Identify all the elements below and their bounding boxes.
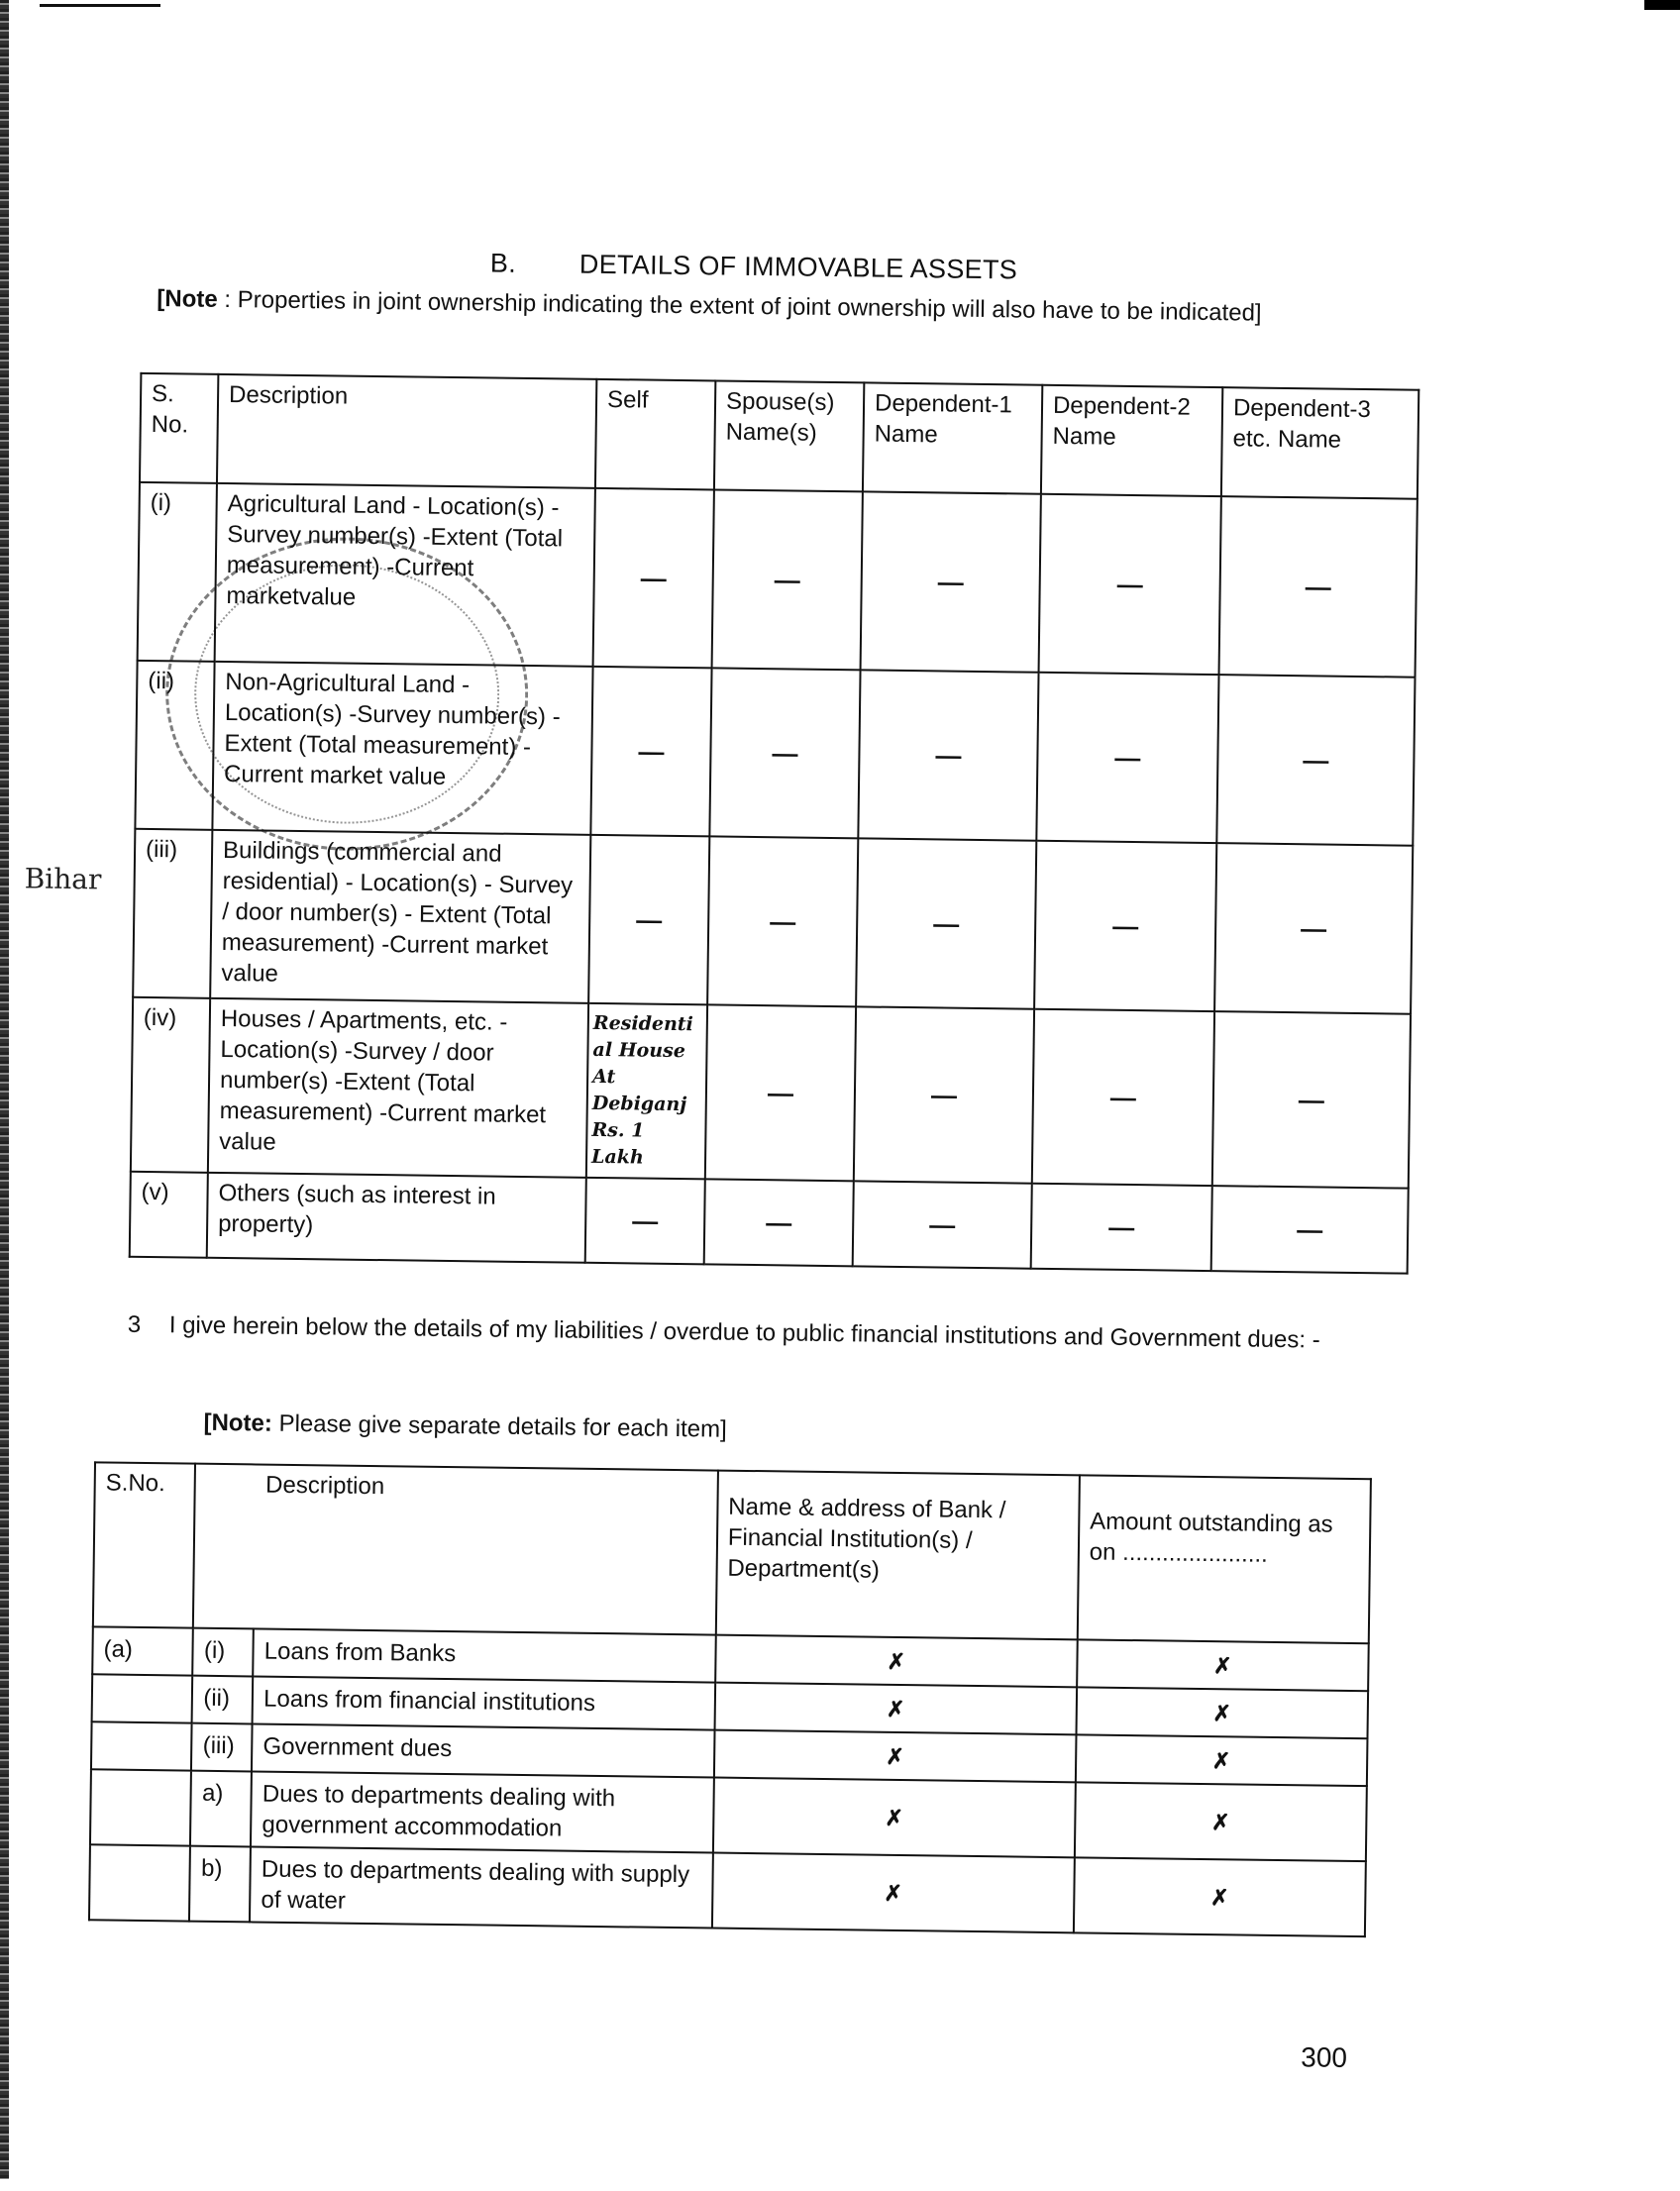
- row-description: Agricultural Land - Location(s) -Survey number(s) -Extent (Total measurement) -Current marketvalue: [215, 483, 595, 667]
- cell-amount: ✗: [1077, 1639, 1369, 1691]
- header-sno: S. No.: [140, 373, 218, 483]
- separate-details-note: [203, 1409, 727, 1444]
- group-label-empty: [92, 1674, 193, 1722]
- table-header-row: [140, 373, 1418, 499]
- header-bank: Name & address of Bank / Financial Institution(s) / Department(s): [716, 1471, 1080, 1640]
- corner-mark: [1644, 0, 1680, 10]
- cell-spouse: —: [704, 1179, 854, 1266]
- cell-amount: ✗: [1076, 1687, 1368, 1738]
- note-label: [Note: [157, 285, 218, 313]
- cell-spouse: —: [707, 836, 858, 1006]
- row-number: (ii): [192, 1676, 253, 1724]
- row-description: Houses / Apartments, etc. - Location(s) -Survey / door number(s) -Extent (Total measurement) -Current market value: [208, 998, 588, 1178]
- cell-dependent-2: —: [1032, 1009, 1214, 1186]
- cell-dependent-1: —: [861, 491, 1041, 672]
- cell-dependent-1: —: [854, 1006, 1034, 1183]
- cell-bank: ✗: [713, 1778, 1076, 1858]
- cell-dependent-3: —: [1214, 843, 1413, 1014]
- row-sno: (v): [130, 1172, 208, 1258]
- liabilities-table: [88, 1461, 1372, 1937]
- table-row: [133, 829, 1413, 1014]
- group-label: (a): [92, 1626, 193, 1675]
- row-description: Others (such as interest in property): [207, 1173, 586, 1263]
- table-row: [138, 482, 1418, 678]
- header-dependent-1: Dependent-1 Name: [863, 382, 1042, 493]
- liabilities-intro-text: I give herein below the details of my liabilities / overdue to public financial institutions and Government dues: -: [168, 1311, 1320, 1354]
- row-sno: (ii): [135, 661, 214, 830]
- header-spouse: Spouse(s) Name(s): [714, 380, 864, 491]
- cell-amount: ✗: [1075, 1782, 1367, 1861]
- table-header-row: [93, 1462, 1371, 1643]
- cell-dependent-2: —: [1034, 841, 1216, 1011]
- joint-ownership-note: [157, 281, 1415, 334]
- table-row: [135, 661, 1415, 846]
- row-description: Dues to departments dealing with government accommodation: [251, 1771, 713, 1852]
- liabilities-intro: [128, 1309, 1366, 1357]
- cell-spouse: —: [709, 668, 860, 838]
- row-description: Dues to departments dealing with supply of water: [250, 1846, 712, 1928]
- cell-dependent-2: —: [1036, 673, 1218, 843]
- row-sno: (iii): [133, 829, 212, 998]
- row-number: (i): [193, 1628, 254, 1677]
- table-row: [89, 1844, 1366, 1936]
- cell-self: —: [593, 488, 714, 669]
- cell-dependent-3: —: [1219, 496, 1418, 678]
- section-letter: B.: [489, 248, 517, 278]
- cell-dependent-3: —: [1216, 675, 1415, 846]
- cell-amount: ✗: [1074, 1857, 1366, 1936]
- row-description: Non-Agricultural Land - Location(s) -Survey number(s) -Extent (Total measurement) -Current market value: [212, 662, 592, 835]
- table-row: [131, 997, 1411, 1189]
- cell-dependent-3: —: [1211, 1186, 1409, 1274]
- cell-bank: ✗: [714, 1683, 1077, 1735]
- header-description: Description: [217, 374, 596, 488]
- row-sno: (iv): [131, 997, 210, 1173]
- group-label-empty: [91, 1722, 192, 1770]
- page-number: 300: [1301, 2041, 1348, 2073]
- header-amount: Amount outstanding as on ......................: [1078, 1475, 1371, 1643]
- immovable-assets-table: [129, 372, 1420, 1275]
- header-sno: S.No.: [93, 1462, 196, 1627]
- section-title: [490, 248, 1018, 285]
- stamp-text: Bihar: [24, 862, 102, 896]
- row-number: (iii): [191, 1723, 252, 1772]
- cell-dependent-1: —: [858, 670, 1038, 840]
- cell-dependent-1: —: [853, 1181, 1032, 1268]
- cell-self: —: [588, 835, 709, 1005]
- cell-dependent-2: —: [1039, 494, 1221, 675]
- cell-bank: ✗: [712, 1853, 1075, 1933]
- note-text: : Properties in joint ownership indicating the extent of joint ownership will also have to be indicated]: [217, 285, 1262, 327]
- cell-dependent-1: —: [856, 838, 1036, 1008]
- row-description: Buildings (commercial and residential) - Location(s) - Survey / door number(s) - Extent (Total measurement) -Current market value: [210, 830, 590, 1003]
- cell-amount: ✗: [1076, 1734, 1368, 1786]
- note-text: Please give separate details for each item]: [271, 1409, 727, 1443]
- cell-bank: ✗: [714, 1730, 1077, 1783]
- row-description: Government dues: [252, 1723, 714, 1777]
- row-description: Loans from financial institutions: [253, 1676, 715, 1729]
- header-dependent-3: Dependent-3 etc. Name: [1221, 387, 1418, 499]
- header-description: Description: [193, 1464, 717, 1635]
- row-sno: (i): [138, 482, 217, 662]
- header-self: Self: [595, 379, 715, 490]
- cell-self: —: [590, 667, 711, 837]
- row-description: Loans from Banks: [253, 1628, 715, 1682]
- cell-dependent-2: —: [1031, 1184, 1212, 1271]
- cell-bank: ✗: [715, 1635, 1078, 1688]
- table-row: [130, 1172, 1409, 1274]
- cell-self: —: [585, 1178, 705, 1265]
- header-dependent-2: Dependent-2 Name: [1041, 385, 1222, 496]
- row-number: a): [190, 1771, 252, 1847]
- group-label-empty: [90, 1769, 191, 1845]
- note-label: [Note:: [203, 1408, 273, 1437]
- cell-spouse: —: [712, 489, 863, 670]
- cell-spouse: —: [705, 1004, 856, 1181]
- group-label-empty: [89, 1844, 190, 1921]
- cell-dependent-3: —: [1212, 1011, 1411, 1189]
- section-heading: DETAILS OF IMMOVABLE ASSETS: [578, 249, 1018, 285]
- row-number: b): [189, 1846, 251, 1923]
- paragraph-number: 3: [127, 1310, 142, 1338]
- handwritten-self-entry: Residential House At Debiganj Rs. 1 Lakh: [586, 1003, 707, 1180]
